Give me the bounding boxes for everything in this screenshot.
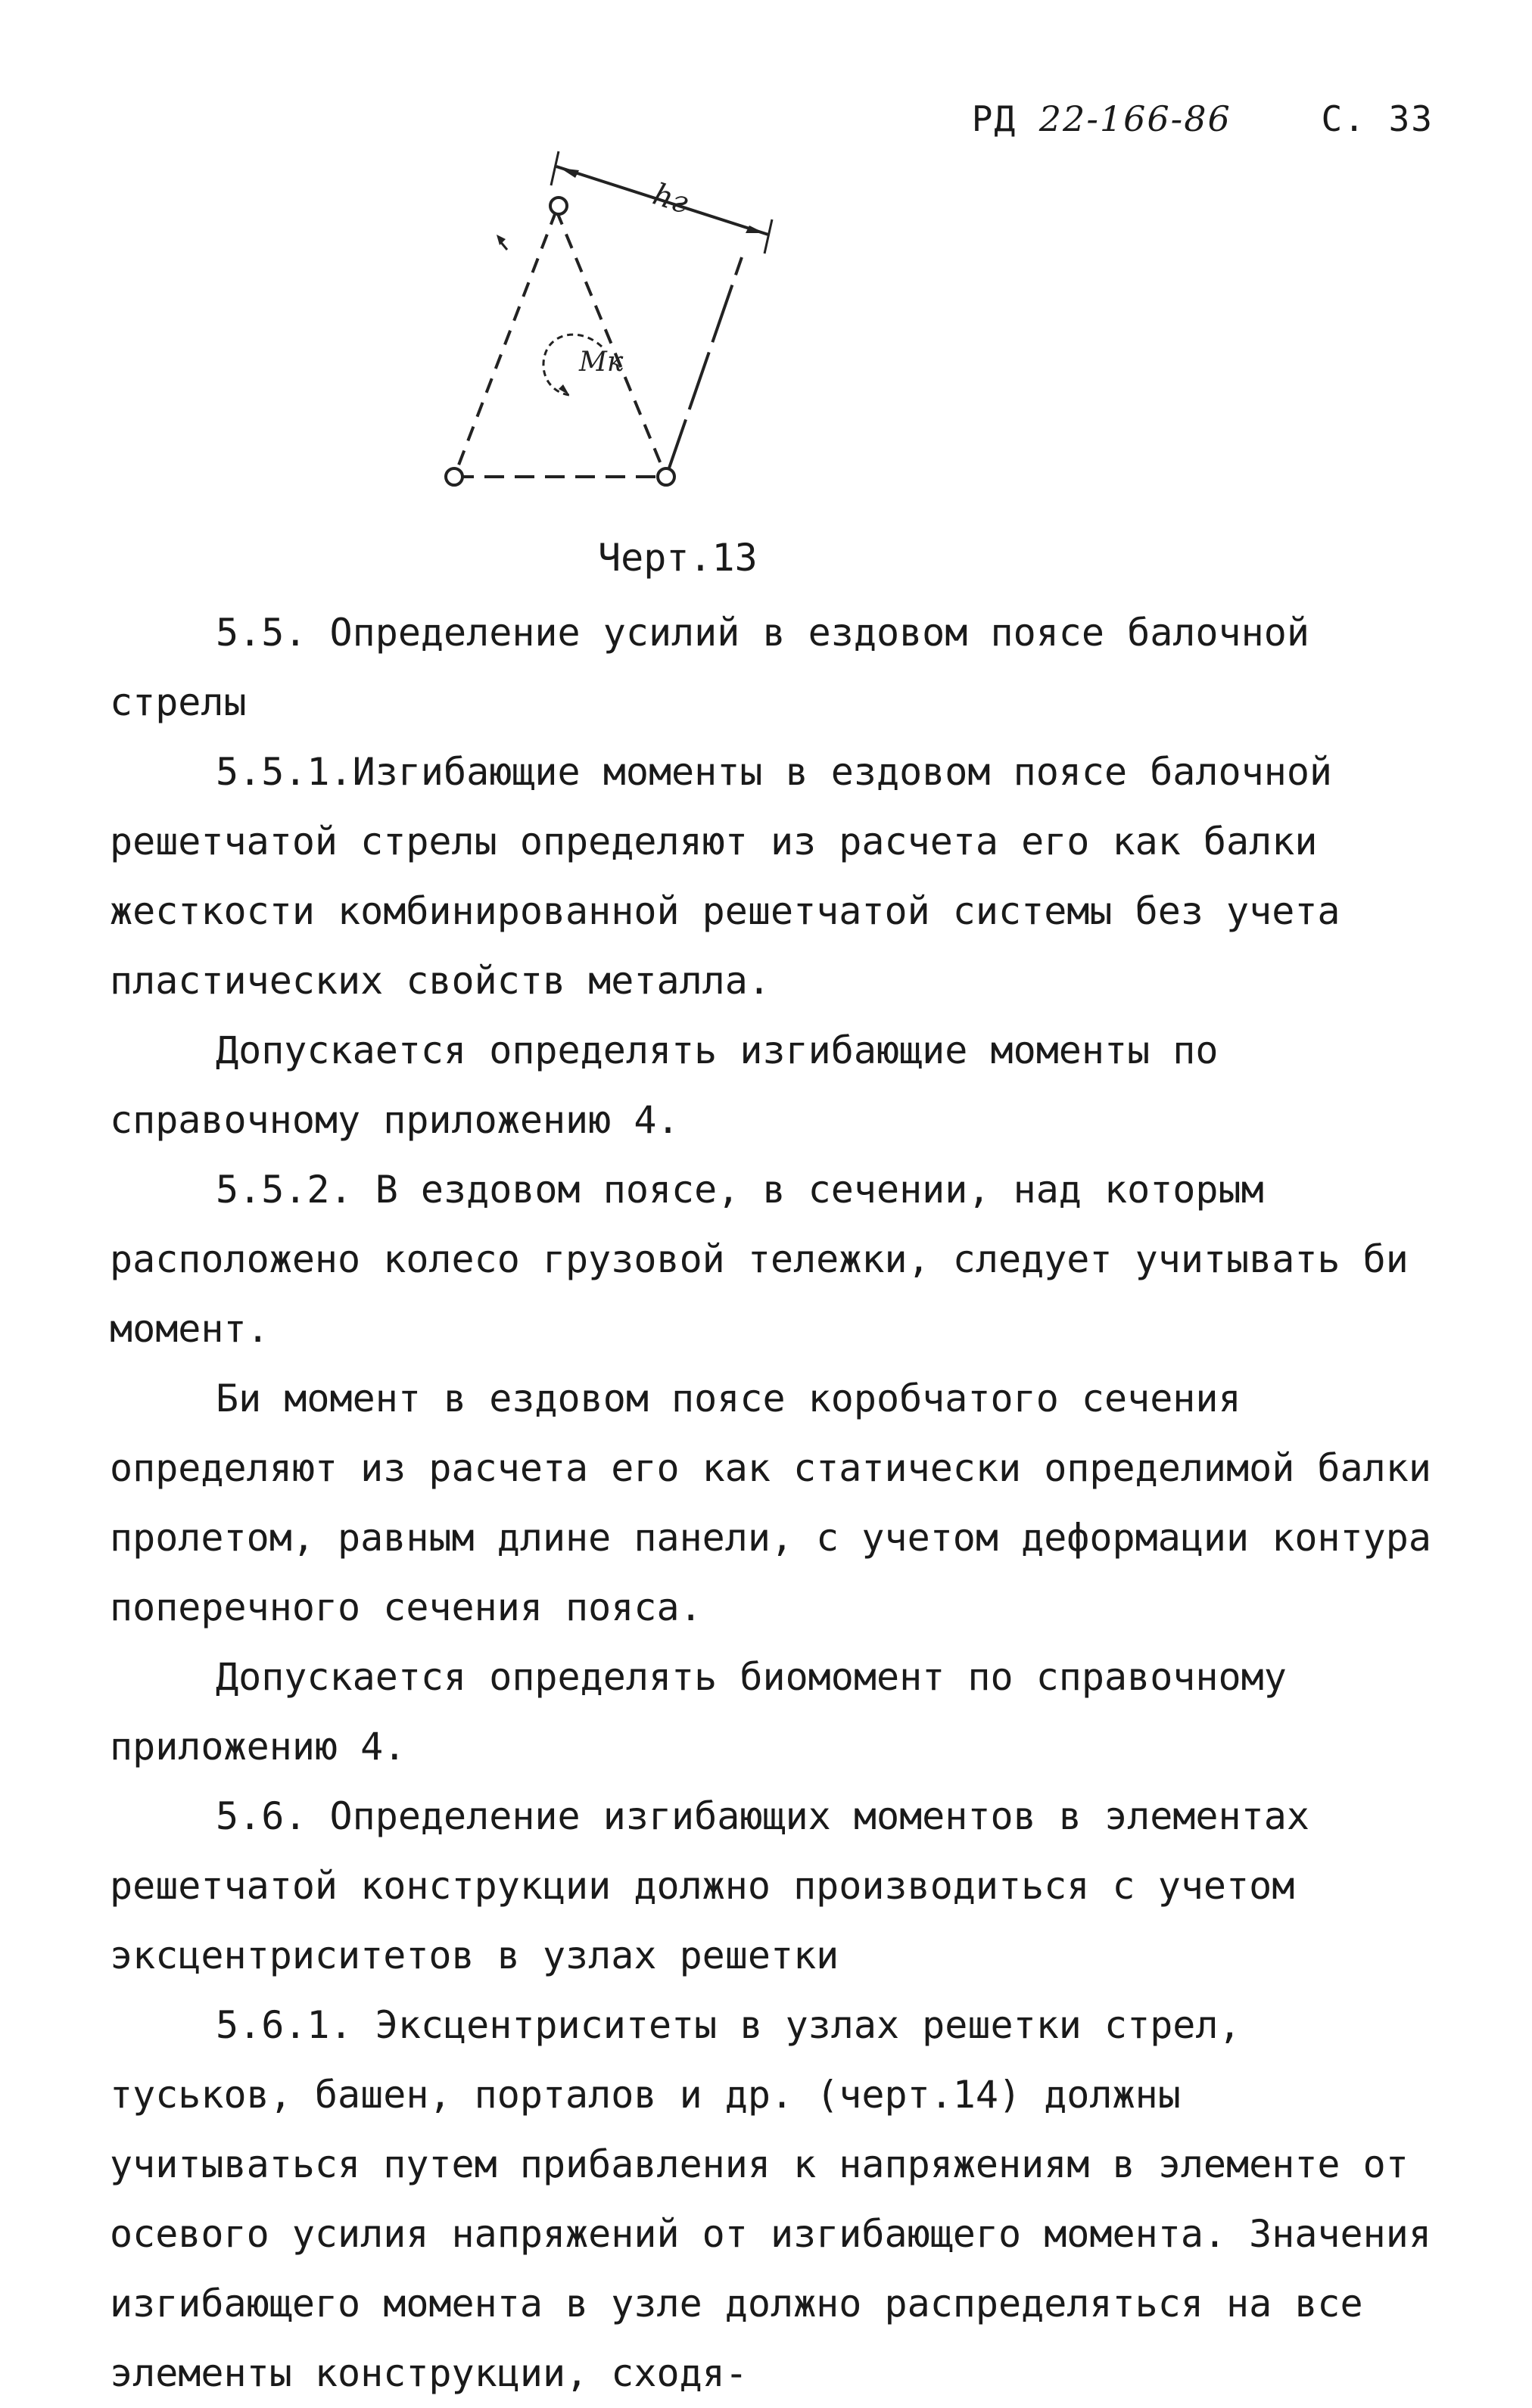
- paragraph-5-6-1: 5.6.1. Эксцентриситеты в узлах решетки стрел, туськов, башен, порталов и др. (черт.14) должны учитываться путем прибавления к напряжениям в элементе от осевого усилия напряжений от изгибающего момента. Значения изгибающего момента в узле должно распределяться на все элементы конструкции, сходя-: [110, 2003, 1431, 2395]
- doc-prefix: РД: [971, 98, 1017, 139]
- label-hg: hг: [648, 176, 693, 221]
- paragraph-bimoment: Би момент в ездовом поясе коробчатого сечения определяют из расчета его как статически определимой балки пролетом, равным длине панели, с учетом деформации контура поперечного сечения пояса.: [110, 1377, 1431, 1629]
- paragraph-5-5-1-note: Допускается определять изгибающие моменты по справочному приложению 4.: [110, 1028, 1219, 1142]
- paragraph-5-5-1: 5.5.1.Изгибающие моменты в ездовом поясе балочной решетчатой стрелы определяют из расчета его как балки жесткости комбинированной решетчатой системы без учета пластических свойств металла.: [110, 750, 1340, 1003]
- dimension-tick-right: [764, 219, 772, 254]
- section-heading-5-5: 5.5. Определение усилий в ездовом поясе балочной стрелы: [110, 611, 1309, 724]
- paragraph-bimoment-note: Допускается определять биомомент по справочному приложению 4.: [110, 1655, 1287, 1769]
- page-header: [972, 98, 1434, 139]
- body-text: [110, 598, 1442, 2408]
- figure-13: [424, 144, 802, 507]
- section-heading-5-6: 5.6. Определение изгибающих моментов в элементах решетчатой конструкции должно производиться с учетом эксцентриситетов в узлах решетки: [110, 1794, 1309, 1977]
- small-arrow-head: [497, 235, 506, 245]
- page-number: С. 33: [1321, 98, 1434, 139]
- figure-caption: Черт.13: [598, 536, 758, 580]
- dimension-arrow-left: [560, 168, 579, 178]
- joint-bottom-right: [658, 468, 674, 485]
- joint-bottom-left: [446, 468, 462, 485]
- paragraph-5-5-2: 5.5.2. В ездовом поясе, в сечении, над которым расположено колесо грузовой тележки, следует учитывать би момент.: [110, 1168, 1409, 1351]
- eccentric-line: [666, 257, 742, 477]
- triangle-right-edge: [556, 210, 666, 477]
- joint-top: [550, 198, 567, 214]
- truss-node-diagram: [424, 144, 802, 507]
- label-mk: Mк: [579, 347, 624, 378]
- doc-number: 22-166-86: [1038, 98, 1232, 139]
- triangle-left-edge: [454, 210, 556, 477]
